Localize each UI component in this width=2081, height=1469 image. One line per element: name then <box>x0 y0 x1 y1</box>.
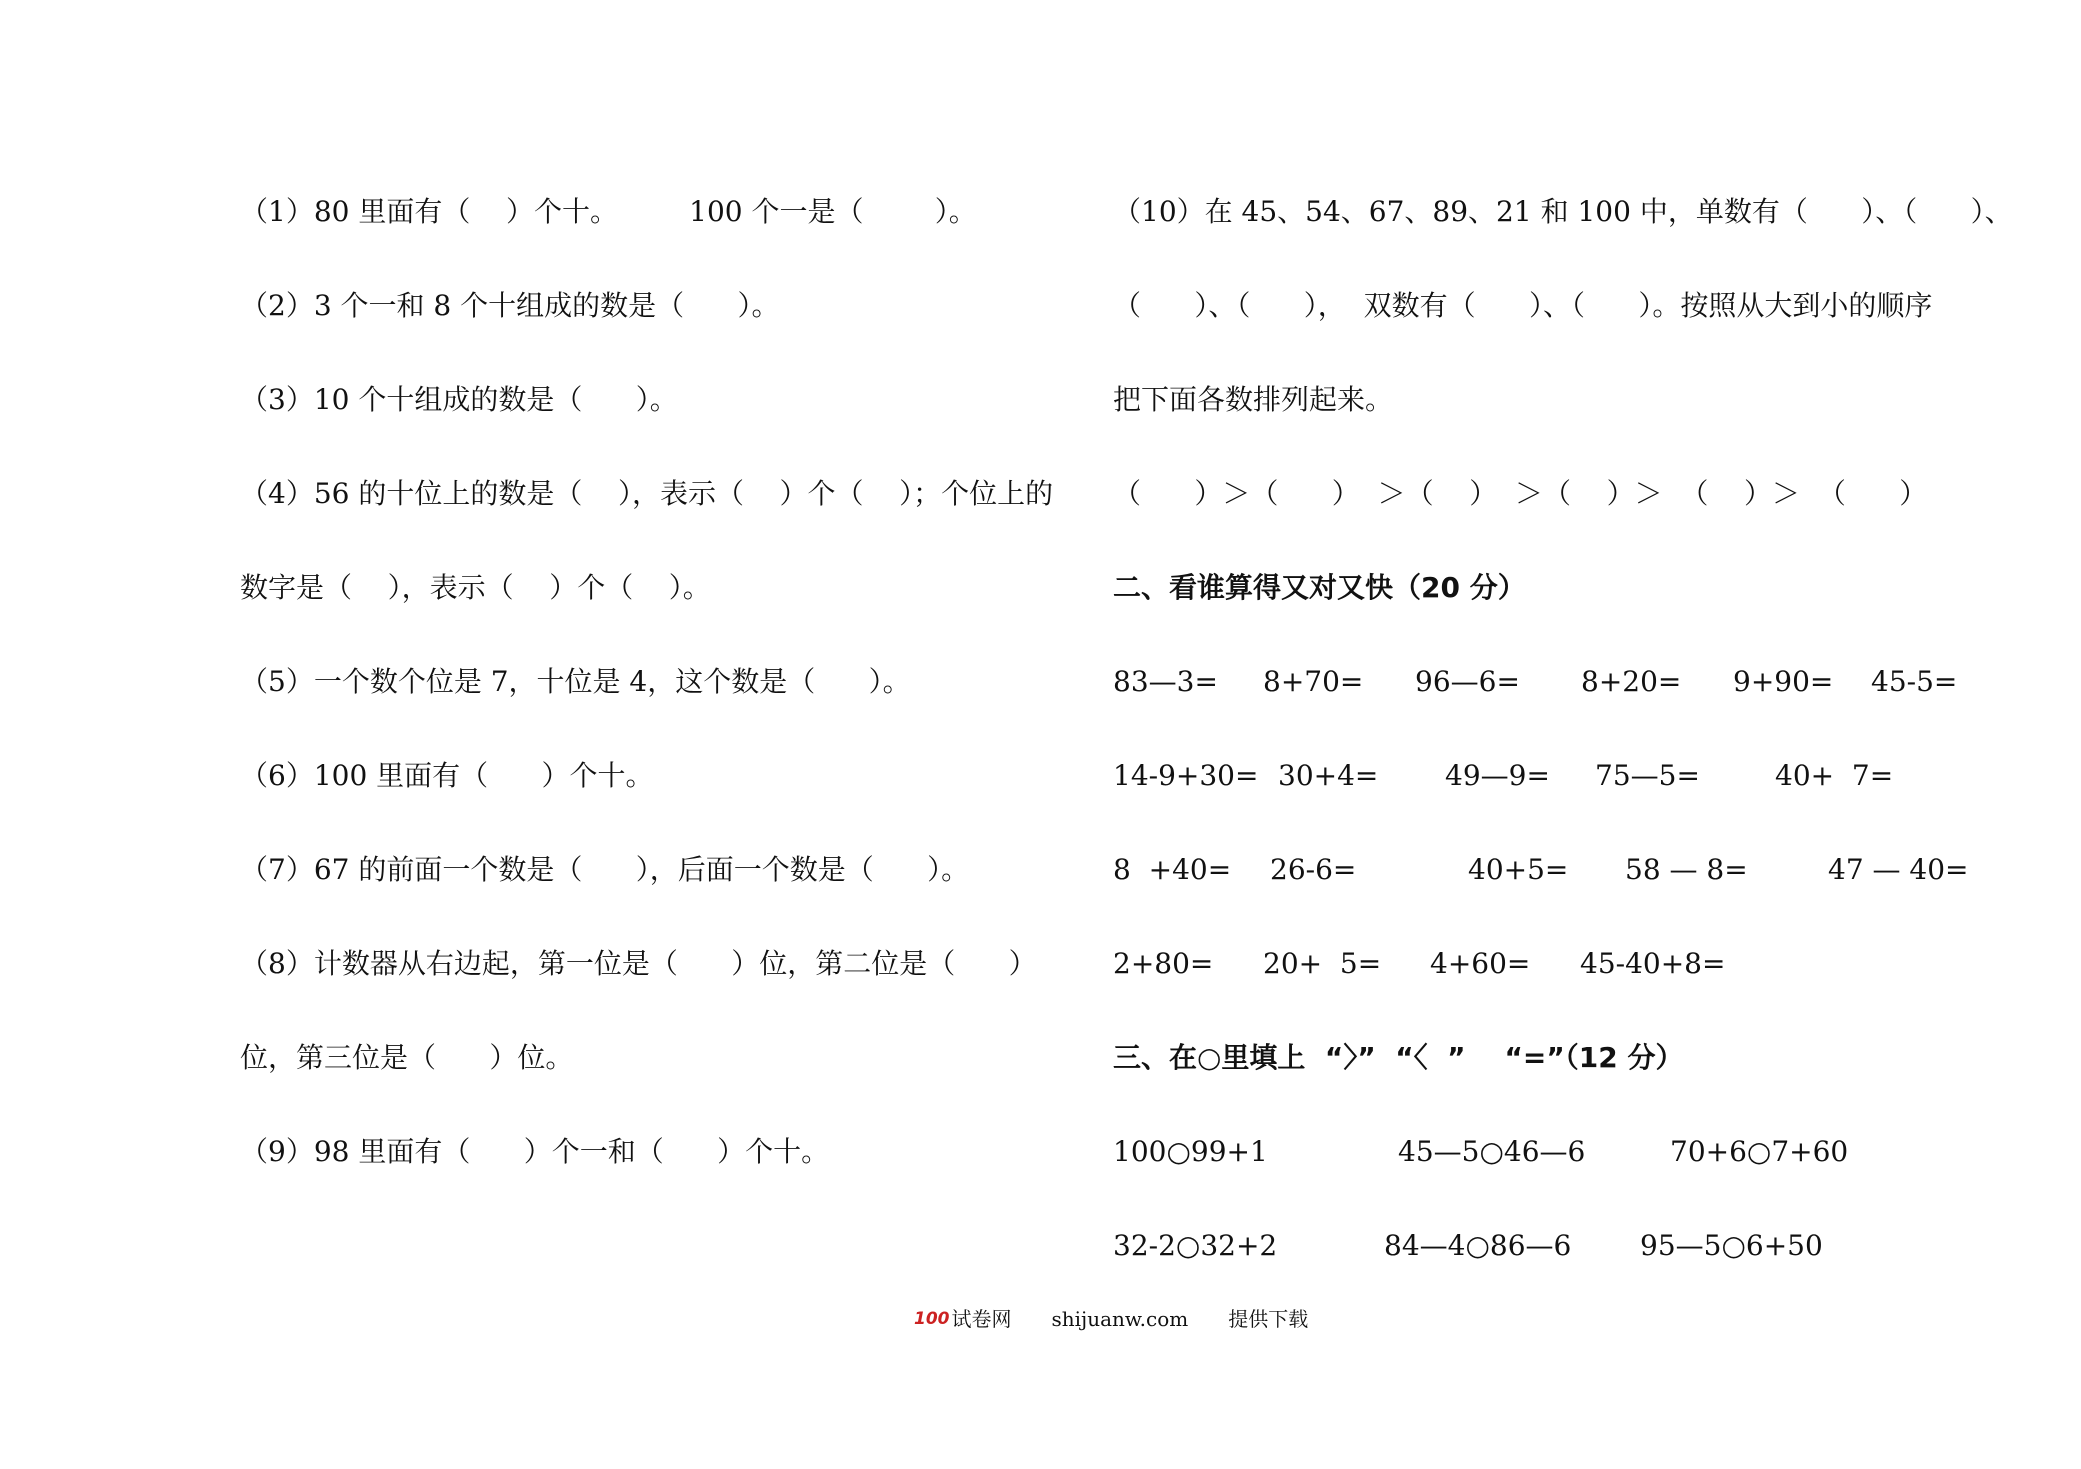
calc-item: 96—6= <box>1415 665 1520 698</box>
compare-item: 45—5○46—6 <box>1398 1135 1586 1168</box>
question-9: （9）98 里面有（ ）个一和（ ）个十。 <box>240 1135 830 1168</box>
question-10-line-1: （10）在 45、54、67、89、21 和 100 中，单数有（ ）、（ ）、 <box>1113 195 2013 228</box>
section-2-title: 二、看谁算得又对又快（20 分） <box>1113 571 1526 604</box>
site-logo-icon: 100 <box>914 1309 950 1329</box>
question-6: （6）100 里面有（ ）个十。 <box>240 759 654 792</box>
question-8-line-2: 位，第三位是（ ）位。 <box>240 1041 574 1074</box>
question-8-line-1: （8）计数器从右边起，第一位是（ ）位，第二位是（ ） <box>240 947 1037 980</box>
calc-item: 9+90= <box>1733 665 1834 698</box>
footer-text: 提供下载 <box>1228 1307 1309 1331</box>
question-1: （1）80 里面有（ ）个十。 100 个一是（ ）。 <box>240 195 977 228</box>
compare-item: 70+6○7+60 <box>1670 1135 1849 1168</box>
calc-item: 47 — 40= <box>1828 853 1969 886</box>
question-7: （7）67 的前面一个数是（ ），后面一个数是（ ）。 <box>240 853 970 886</box>
footer-site-name: 试卷网 <box>951 1307 1012 1331</box>
question-2: （2）3 个一和 8 个十组成的数是（ ）。 <box>240 289 780 322</box>
question-10-line-3: 把下面各数排列起来。 <box>1113 383 1394 416</box>
calc-item: 40+5= <box>1468 853 1569 886</box>
calc-item: 45-40+8= <box>1580 947 1726 980</box>
calc-item: 8 +40= <box>1113 853 1232 886</box>
calc-item: 30+4= <box>1278 759 1379 792</box>
question-3: （3）10 个十组成的数是（ ）。 <box>240 383 678 416</box>
section-3-title: 三、在○里填上 “〉” “〈 ” “=”（12 分） <box>1113 1041 1684 1074</box>
question-5: （5）一个数个位是 7，十位是 4，这个数是（ ）。 <box>240 665 911 698</box>
calc-item: 49—9= <box>1445 759 1550 792</box>
calc-item: 20+ 5= <box>1263 947 1382 980</box>
calc-item: 14-9+30= <box>1113 759 1259 792</box>
question-10-ordering: （ ）＞（ ） ＞（ ） ＞（ ）＞ （ ）＞ （ ） <box>1113 477 1928 510</box>
compare-item: 84—4○86—6 <box>1384 1229 1572 1262</box>
calc-item: 2+80= <box>1113 947 1214 980</box>
calc-item: 45-5= <box>1871 665 1958 698</box>
compare-item: 95—5○6+50 <box>1640 1229 1823 1262</box>
calc-item: 8+20= <box>1581 665 1682 698</box>
compare-item: 32-2○32+2 <box>1113 1229 1278 1262</box>
calc-item: 40+ 7= <box>1775 759 1894 792</box>
calc-item: 83—3= <box>1113 665 1218 698</box>
footer <box>914 1305 1308 1333</box>
footer-domain[interactable]: shijuanw.com <box>1051 1307 1189 1331</box>
calc-item: 26-6= <box>1270 853 1357 886</box>
compare-item: 100○99+1 <box>1113 1135 1268 1168</box>
calc-item: 4+60= <box>1430 947 1531 980</box>
calc-item: 8+70= <box>1263 665 1364 698</box>
calc-item: 75—5= <box>1595 759 1700 792</box>
calc-item: 58 — 8= <box>1625 853 1748 886</box>
question-4-line-2: 数字是（ ），表示（ ）个（ ）。 <box>240 571 711 604</box>
question-4-line-1: （4）56 的十位上的数是（ ），表示（ ）个（ ）；个位上的 <box>240 477 1054 510</box>
question-10-line-2: （ ）、（ ）， 双数有（ ）、（ ）。按照从大到小的顺序 <box>1113 289 1933 322</box>
